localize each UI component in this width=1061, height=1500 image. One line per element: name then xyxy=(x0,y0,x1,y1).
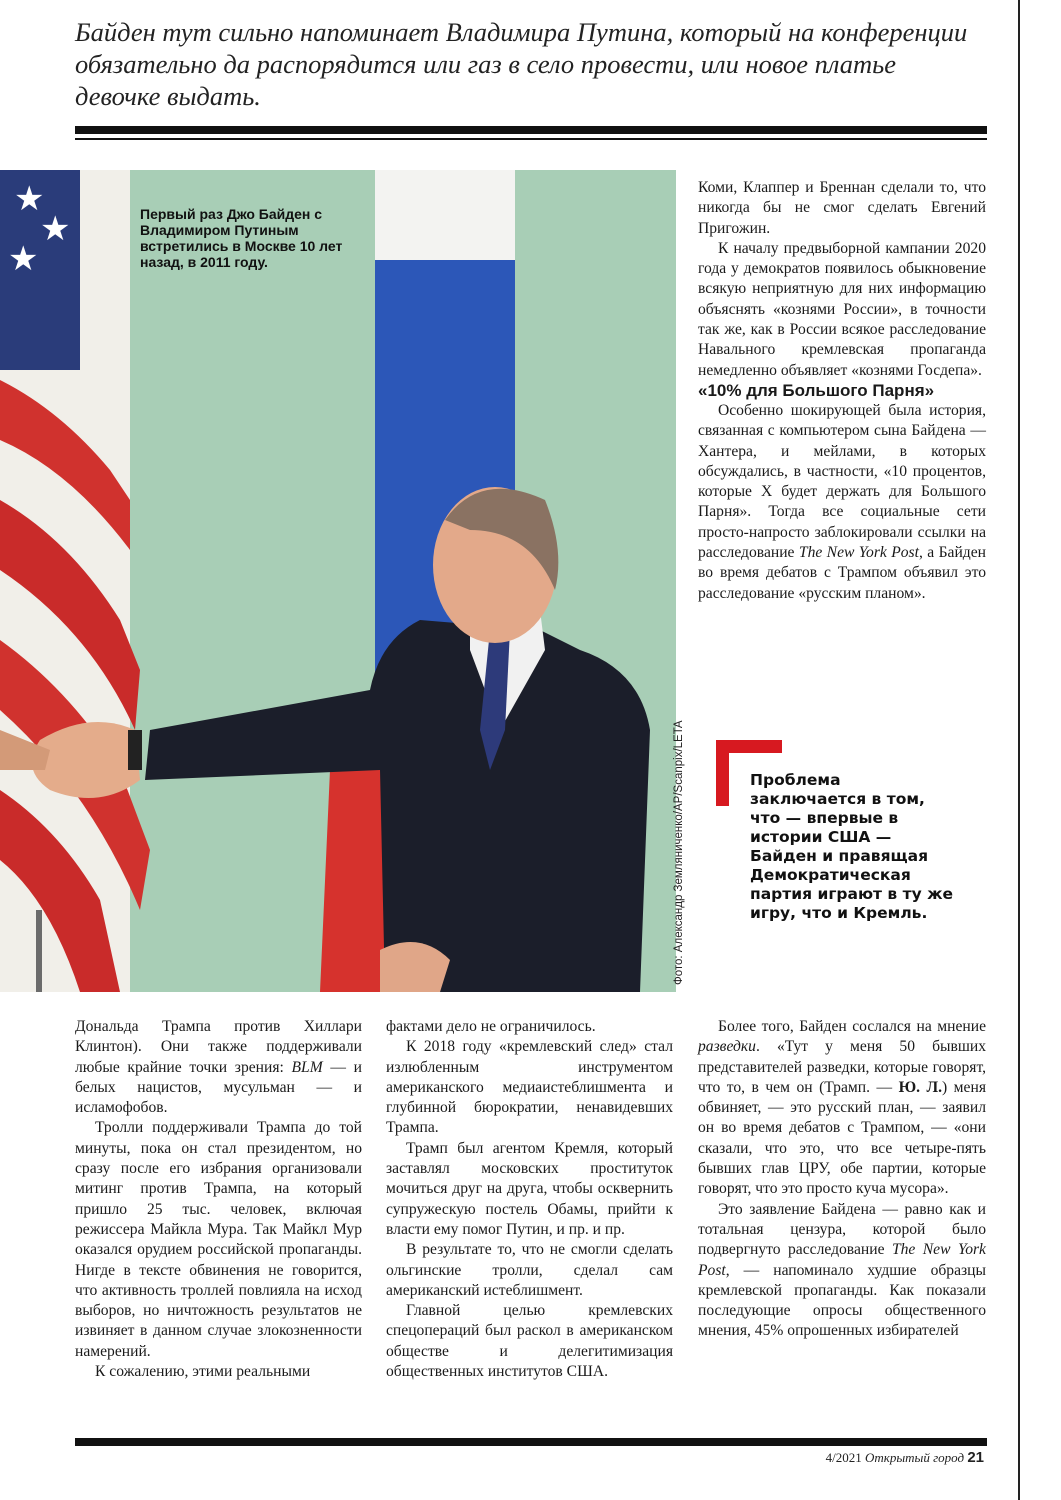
col2-paragraph-3: Трамп был агентом Кремля, который заставлял московских проституток мочиться друг на друга, чтобы осквернить супружескую постель Обамы, прийти к власти ему помог Путин, и пр. и пр. xyxy=(386,1139,673,1238)
photo-caption: Первый раз Джо Байден с Владимиром Путиным встретились в Москве 10 лет назад, в 2011 году. xyxy=(140,206,343,270)
page-footer xyxy=(826,1449,984,1466)
svg-text:★: ★ xyxy=(40,209,71,249)
col2-paragraph-2: К 2018 году «кремлевский след» стал излюбленным инструментом американского медиаистеблишмента и глубинной бюрократии, ненавидевших Трампа. xyxy=(386,1038,673,1137)
col2-paragraph-1: фактами дело не ограничилось. xyxy=(386,1018,596,1035)
bottom-column-2 xyxy=(386,1017,673,1382)
col1-paragraph-2: Тролли поддерживали Трампа до той минуты, пока он стал президентом, но сразу после его избрания организовали митинг против Трампа, на который пришло 25 тыс. человек, включая режиссера Майкла Мура. Так Майкл Мур оказался орудием российской пропаганды. Нигде в тексте обвинения не говорится, что активность троллей повлияла на исход выборов, но ничтожность результатов не извиняет в данном случае злокозненности намерений. xyxy=(75,1119,362,1360)
svg-text:★: ★ xyxy=(8,239,39,279)
bottom-column-1 xyxy=(75,1017,362,1382)
col1-paragraph-1: Дональда Трампа против Хиллари Клинтон). Они также поддерживали любые крайние точки зрения: BLM — и белых нацистов, мусульман — и исламофобов. xyxy=(75,1018,362,1117)
footer-magazine: Открытый город xyxy=(864,1450,965,1465)
us-flag-image xyxy=(0,170,150,992)
footer-issue: 4/2021 xyxy=(825,1450,862,1465)
page-edge-line xyxy=(1018,0,1020,1500)
col2-paragraph-5: Главной целью кремлевских спецопераций был раскол в американском обществе и делегитимизация общественных институтов США. xyxy=(386,1302,673,1381)
right-paragraph-1: Коми, Клаппер и Бреннан сделали то, что никогда бы не смог сделать Евгений Пригожин. xyxy=(698,179,986,237)
photo-credit: Фото: Александр Земляниченко/AP/Scanpix/LETA xyxy=(673,720,685,985)
col3-paragraph-1: Более того, Байден сослался на мнение разведки. «Тут у меня 50 бывших представителей разведки, которые говорят, что то, в чем он (Трамп. — Ю. Л.) меня обвиняет, — это русский план, — заявил он во время дебатов с Трампом, — «они сказали, что это, что все четыре-пять бывших глав ЦРУ, обе партии, которые говорят, что это просто куча мусора». xyxy=(698,1018,986,1198)
photo-illustration xyxy=(0,170,676,992)
section-subhead: «10% для Большого Парня» xyxy=(698,380,935,400)
footer-rule xyxy=(75,1438,987,1446)
col2-paragraph-4: В результате то, что не смогли сделать ольгинские тролли, сделал сам американский истеблишмент. xyxy=(386,1241,673,1299)
svg-text:★: ★ xyxy=(14,179,45,219)
page-number: 21 xyxy=(967,1449,984,1466)
right-paragraph-3: Особенно шокирующей была история, связанная с компьютером сына Байдена — Хантера, и мейлами, в которых обсуждались, в частности, «10 процентов, которые Х будет держать для Большого Парня». Тогда все социальные сети просто-напросто заблокировали ссылки на расследование The New York Post, а Байден во время дебатов с Трампом объявил это расследование «русским планом». xyxy=(698,401,986,602)
pullquote-corner-mark-vertical xyxy=(716,740,729,806)
pull-quote: Проблема заключается в том, что — впервые в истории США — Байден и правящая Демократическая партия играют в ту же игру, что и Кремль. xyxy=(750,771,954,922)
header-rule-thin xyxy=(75,138,987,140)
col3-paragraph-2: Это заявление Байдена — равно как и тотальная цензура, которой было подвергнуто расследование The New York Post, — напоминало худшие образцы кремлевской пропаганды. Как показали последующие опросы общественного мнения, 45% опрошенных избирателей xyxy=(698,1200,986,1340)
right-column xyxy=(698,178,986,604)
lead-quote: Байден тут сильно напоминает Владимира Путина, который на конференции обязательно да распорядится или газ в село провести, или новое платье девочке выдать. xyxy=(75,17,968,111)
col1-paragraph-3: К сожалению, этими реальными xyxy=(95,1363,311,1381)
header-rule-thick xyxy=(75,126,987,134)
photo xyxy=(0,170,676,992)
bottom-column-3 xyxy=(698,1017,986,1342)
right-paragraph-2: К началу предвыборной кампании 2020 года у демократов появилось обыкновение всякую неприятную для них информацию объяснять «кознями России», в точности так же, как в России всякое расследование Навального кремлевская пропаганда немедленно объявляет «кознями Госдепа». xyxy=(698,239,986,379)
